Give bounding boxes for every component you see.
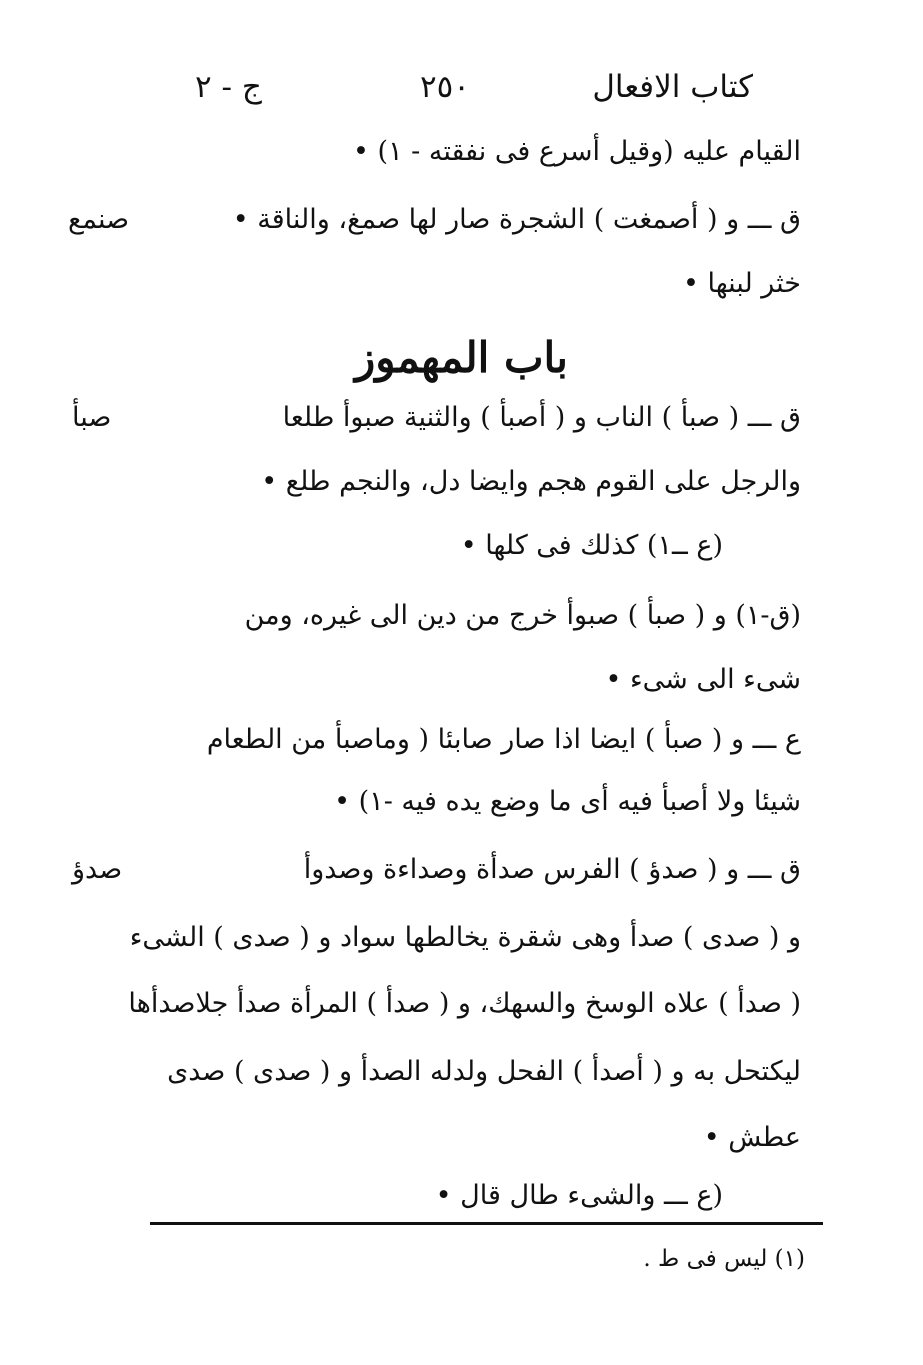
text-line-14: ليكتحل به و ( أصدأ ) الفحل ولدله الصدأ و ( صدى ) صدى bbox=[167, 1056, 801, 1087]
text-line-13: ( صدأ ) علاه الوسخ والسهك، و ( صدأ ) المرأة صدأ جلاصدأها bbox=[128, 988, 801, 1019]
text-line-5: والرجل على القوم هجم وايضا دل، والنجم طلع • bbox=[261, 466, 801, 497]
text-line-9: ع ـــ و ( صبأ ) ايضا اذا صار صابئا ( وماصبأ من الطعام bbox=[206, 724, 801, 755]
volume-number: ج - ٢ bbox=[195, 69, 262, 105]
text-line-11: ق ـــ و ( صدؤ ) الفرس صدأة وصداءة وصدوأ bbox=[303, 854, 801, 885]
running-title: كتاب الافعال bbox=[592, 69, 753, 105]
margin-headword-1: صنمع bbox=[68, 204, 130, 235]
margin-headword-2: صبأ bbox=[72, 402, 112, 433]
text-line-2: ق ـــ و ( أصمغت ) الشجرة صار لها صمغ، والناقة • bbox=[232, 204, 801, 235]
section-title: باب المهموز bbox=[354, 333, 568, 382]
page-number: ٢٥٠ bbox=[420, 69, 470, 105]
footnote: (١) ليس فى ط . bbox=[643, 1246, 805, 1272]
footnote-divider bbox=[150, 1222, 823, 1225]
text-line-15: عطش • bbox=[703, 1122, 801, 1153]
text-line-7: (ق-١) و ( صبأ ) صبوأ خرج من دين الى غيره، ومن bbox=[244, 600, 801, 631]
text-line-16: (ع ـــ والشىء طال قال • bbox=[435, 1180, 723, 1211]
text-line-12: و ( صدى ) صدأ وهى شقرة يخالطها سواد و ( صدى ) الشىء bbox=[129, 922, 801, 953]
text-line-6: (ع ــ١) كذلك فى كلها • bbox=[460, 530, 723, 561]
text-line-3: خثر لبنها • bbox=[682, 268, 801, 299]
margin-headword-3: صدؤ bbox=[72, 854, 123, 885]
text-line-4: ق ـــ ( صبأ ) الناب و ( أصبأ ) والثنية صبوأ طلعا bbox=[282, 402, 801, 433]
text-line-8: شىء الى شىء • bbox=[605, 664, 801, 695]
text-line-1: القيام عليه (وقيل أسرع فى نفقته - ١) • bbox=[353, 136, 801, 167]
text-line-10: شيئا ولا أصبأ فيه أى ما وضع يده فيه -١) • bbox=[334, 786, 801, 817]
